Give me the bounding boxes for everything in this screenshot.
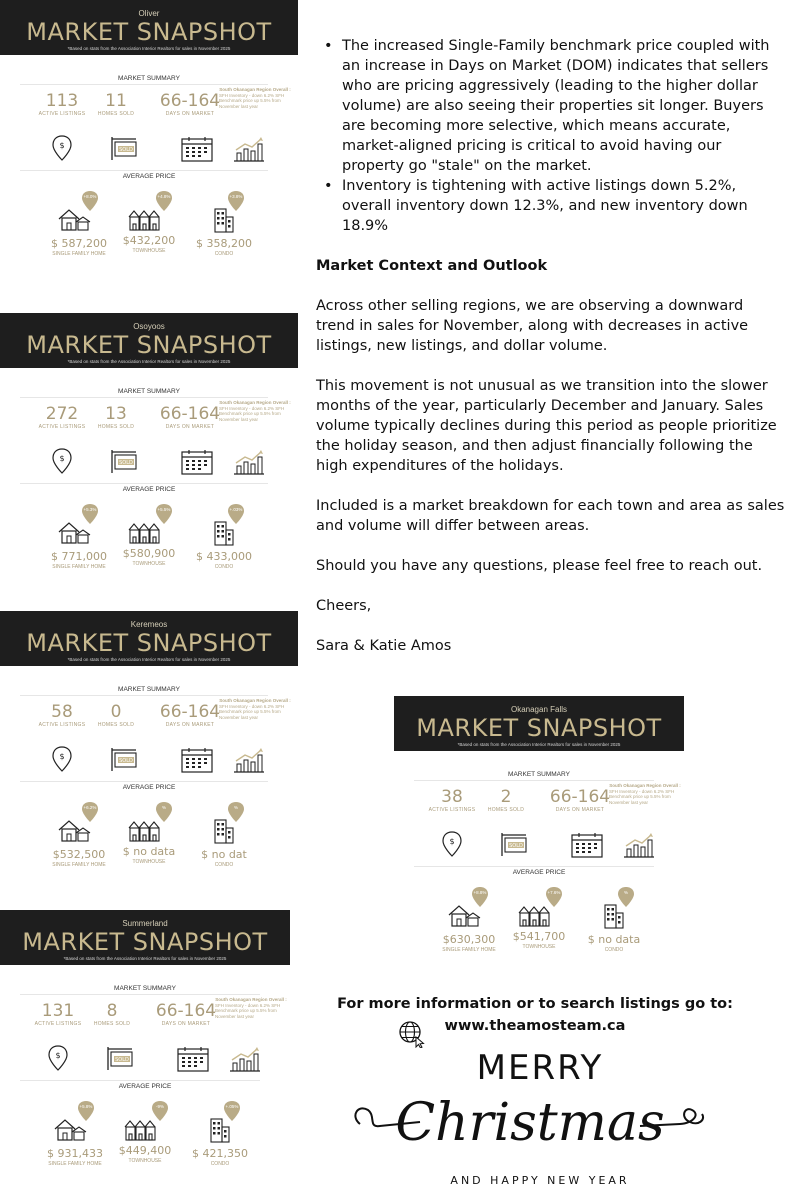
- days-on-market-value: 66-164: [155, 1001, 217, 1021]
- newsletter-text: [316, 36, 786, 656]
- average-price-title: AVERAGE PRICE: [122, 486, 176, 493]
- paragraph-breakdown: Included is a market breakdown for each town and area as sales and volume will differ between areas.: [316, 498, 785, 534]
- snapshot-title: MARKET SNAPSHOT: [22, 928, 268, 956]
- condo-change-value: %: [233, 805, 238, 810]
- townhouse-change-value: +7.6%: [547, 890, 561, 895]
- condo-change-badge: [223, 1100, 241, 1122]
- paragraph-season: This movement is not unusual as we transition into the slower months of the year, particularly December and January. Sales volume typically declines during this period as people prioritize the holiday season, and then adjust financially following the high expenditures of the holidays.: [316, 378, 777, 474]
- homes-sold-label: HOMES SOLD: [487, 807, 525, 813]
- region-summary: [219, 87, 291, 109]
- condo-price-value: $ 358,200: [196, 237, 252, 250]
- divider: [20, 397, 268, 398]
- christmas-script: [350, 1086, 710, 1158]
- condo-price: [184, 848, 264, 868]
- active-listings-value: 38: [441, 787, 463, 807]
- svg-text:$: $: [59, 141, 65, 150]
- average-price-title: AVERAGE PRICE: [118, 1083, 172, 1090]
- location-dollar-icon: [47, 1045, 69, 1071]
- region-summary: [219, 400, 291, 422]
- townhouse-price-label: TOWNHOUSE: [132, 248, 166, 254]
- days-on-market-stat: [150, 91, 230, 117]
- svg-text:SOLD: SOLD: [119, 460, 133, 466]
- condo-price: [184, 550, 264, 570]
- region-summary: [219, 698, 291, 720]
- condo-price: [180, 1147, 260, 1167]
- snapshot-header: [394, 696, 684, 751]
- footer-info: [330, 993, 740, 1037]
- snapshot-title: MARKET SNAPSHOT: [26, 18, 272, 46]
- snapshot-header: [0, 0, 298, 55]
- townhouse-price: [105, 1144, 185, 1164]
- sold-sign-icon: [499, 831, 529, 857]
- paragraph-cheers: Cheers,: [316, 598, 372, 614]
- average-price-title: AVERAGE PRICE: [122, 173, 176, 180]
- sfh-price-label: SINGLE FAMILY HOME: [52, 564, 106, 570]
- condo-price: [574, 933, 654, 953]
- townhouse-price-label: TOWNHOUSE: [128, 1158, 162, 1164]
- townhouse-price-label: TOWNHOUSE: [132, 859, 166, 865]
- town-name: Oliver: [138, 9, 160, 18]
- region-summary-body: SFH Inventory - down 6.2% SFH Benchmark price up 5.5% from November last year: [219, 703, 285, 720]
- region-summary-heading: South Okanagan Region Overall :: [609, 783, 681, 788]
- snapshot-header: [0, 611, 298, 666]
- homes-sold-label: HOMES SOLD: [97, 722, 135, 728]
- active-listings-value: 272: [45, 404, 79, 424]
- sfh-change-badge: [77, 1100, 95, 1122]
- active-listings-value: 113: [45, 91, 79, 111]
- townhouse-change-value: +4.8%: [157, 194, 171, 199]
- town-name: Osoyoos: [133, 322, 165, 331]
- svg-text:$: $: [55, 1051, 61, 1060]
- market-snapshot-card: [394, 696, 684, 966]
- active-listings-label: ACTIVE LISTINGS: [38, 424, 86, 430]
- location-dollar-icon: [51, 135, 73, 161]
- condo-change-value: +.05%: [225, 1104, 239, 1109]
- homes-sold-label: HOMES SOLD: [97, 111, 135, 117]
- homes-sold-value: 11: [105, 91, 127, 111]
- divider: [20, 781, 268, 782]
- growth-chart-icon: [229, 1046, 261, 1072]
- condo-price-label: CONDO: [214, 251, 234, 257]
- homes-sold-stat: [471, 787, 541, 813]
- condo-price-label: CONDO: [214, 564, 234, 570]
- region-summary: [609, 783, 681, 805]
- svg-text:SOLD: SOLD: [119, 758, 133, 764]
- active-listings-value: 131: [41, 1001, 75, 1021]
- condo-price-value: $ 421,350: [192, 1147, 248, 1160]
- location-dollar-icon: [441, 831, 463, 857]
- days-on-market-label: DAYS ON MARKET: [555, 807, 605, 813]
- sfh-change-value: +8.8%: [473, 890, 487, 895]
- sold-sign-icon: [109, 746, 139, 772]
- footer-info-text: For more information or to search listings go to:: [337, 996, 733, 1012]
- active-listings-label: ACTIVE LISTINGS: [34, 1021, 82, 1027]
- svg-text:SOLD: SOLD: [115, 1057, 129, 1063]
- market-summary-title: MARKET SUMMARY: [114, 985, 176, 992]
- calendar-icon: [571, 832, 603, 858]
- sfh-price-value: $630,300: [442, 933, 496, 946]
- townhouse-change-value: -9%: [155, 1104, 164, 1109]
- bullet-pricing: • The increased Single-Family benchmark price coupled with an increase in Days on Market (DOM) indicates that sellers who are pricing aggressively (leading to the higher dollar volume) are also seeing their properties sit longer. Buyers are becoming more selective, which means accurate, market-aligned pricing is critical to avoid having our property go "stale" on the market.: [316, 36, 786, 176]
- stats-footnote: *Based on stats from the Association Interior Realtors for sales in November 2025: [457, 742, 621, 747]
- sfh-change-value: +5.8%: [79, 1104, 93, 1109]
- market-snapshot-card: [0, 910, 290, 1195]
- sold-sign-icon: [109, 448, 139, 474]
- townhouse-price: [109, 547, 189, 567]
- townhouse-price-label: TOWNHOUSE: [522, 944, 556, 950]
- average-price-title: AVERAGE PRICE: [122, 784, 176, 791]
- days-on-market-label: DAYS ON MARKET: [165, 722, 215, 728]
- market-snapshot-card: [0, 313, 298, 598]
- condo-price-label: CONDO: [210, 1161, 230, 1167]
- condo-price-value: $ no data: [587, 933, 641, 946]
- days-on-market-value: 66-164: [159, 702, 221, 722]
- active-listings-label: ACTIVE LISTINGS: [428, 807, 476, 813]
- townhouse-change-badge: [155, 503, 173, 525]
- sfh-price-label: SINGLE FAMILY HOME: [48, 1161, 102, 1167]
- region-summary-body: SFH Inventory - down 6.2% SFH Benchmark price up 5.5% from November last year: [609, 788, 675, 805]
- new-year-text: AND HAPPY NEW YEAR: [450, 1174, 630, 1187]
- active-listings-value: 58: [51, 702, 73, 722]
- paragraph-signature: Sara & Katie Amos: [316, 638, 452, 654]
- townhouse-change-value: %: [161, 805, 166, 810]
- stats-footnote: *Based on stats from the Association Interior Realtors for sales in November 2025: [67, 46, 231, 51]
- townhouse-change-value: +5.5%: [157, 507, 171, 512]
- region-summary-heading: South Okanagan Region Overall :: [219, 400, 291, 405]
- condo-change-badge: [227, 801, 245, 823]
- growth-chart-icon: [233, 136, 265, 162]
- days-on-market-label: DAYS ON MARKET: [165, 111, 215, 117]
- calendar-icon: [181, 136, 213, 162]
- sfh-price-value: $ 771,000: [51, 550, 107, 563]
- divider: [20, 1080, 260, 1081]
- active-listings-label: ACTIVE LISTINGS: [38, 111, 86, 117]
- homes-sold-label: HOMES SOLD: [93, 1021, 131, 1027]
- paragraph-questions: Should you have any questions, please feel free to reach out.: [316, 558, 763, 574]
- condo-change-badge: [617, 886, 635, 908]
- calendar-icon: [181, 747, 213, 773]
- homes-sold-stat: [81, 404, 151, 430]
- sfh-price-value: $ 587,200: [51, 237, 107, 250]
- market-summary-title: MARKET SUMMARY: [508, 771, 570, 778]
- townhouse-price: [109, 845, 189, 865]
- sfh-change-badge: [81, 503, 99, 525]
- homes-sold-value: 2: [500, 787, 512, 807]
- divider: [20, 170, 268, 171]
- region-summary-body: SFH Inventory - down 6.2% SFH Benchmark price up 5.5% from November last year: [219, 405, 285, 422]
- townhouse-price-value: $580,900: [122, 547, 176, 560]
- snapshot-header: [0, 313, 298, 368]
- homes-sold-value: 8: [106, 1001, 118, 1021]
- sfh-price: [39, 237, 119, 257]
- condo-price-value: $ 433,000: [196, 550, 252, 563]
- merry-text: MERRY: [476, 1048, 604, 1088]
- homes-sold-value: 0: [110, 702, 122, 722]
- condo-change-value: %: [623, 890, 628, 895]
- sfh-price-label: SINGLE FAMILY HOME: [52, 251, 106, 257]
- market-summary-title: MARKET SUMMARY: [118, 388, 180, 395]
- sfh-change-badge: [81, 801, 99, 823]
- bullet-inventory: • Inventory is tightening with active listings down 5.2%, overall inventory down 12.3%, and new inventory down 18.9%: [316, 176, 786, 236]
- homes-sold-stat: [77, 1001, 147, 1027]
- condo-change-value: +.03%: [229, 507, 243, 512]
- days-on-market-label: DAYS ON MARKET: [165, 424, 215, 430]
- townhouse-price-value: $541,700: [512, 930, 566, 943]
- growth-chart-icon: [623, 832, 655, 858]
- days-on-market-value: 66-164: [549, 787, 611, 807]
- market-snapshot-card: [0, 611, 298, 896]
- condo-price: [184, 237, 264, 257]
- calendar-icon: [181, 449, 213, 475]
- homes-sold-value: 13: [105, 404, 127, 424]
- svg-text:SOLD: SOLD: [119, 147, 133, 153]
- location-dollar-icon: [51, 746, 73, 772]
- bullet-list: [316, 36, 786, 236]
- snapshot-header: [0, 910, 290, 965]
- svg-text:$: $: [59, 752, 65, 761]
- sfh-change-value: +5.3%: [83, 507, 97, 512]
- days-on-market-value: 66-164: [159, 404, 221, 424]
- growth-chart-icon: [233, 449, 265, 475]
- sold-sign-icon: [105, 1045, 135, 1071]
- townhouse-change-badge: [545, 886, 563, 908]
- townhouse-change-badge: [151, 1100, 169, 1122]
- town-name: Okanagan Falls: [510, 705, 568, 714]
- sfh-price-value: $ 931,433: [47, 1147, 103, 1160]
- region-summary-heading: South Okanagan Region Overall :: [215, 997, 287, 1002]
- christmas-text: Christmas: [395, 1093, 665, 1153]
- days-on-market-stat: [540, 787, 620, 813]
- globe-cursor-icon: [398, 1020, 426, 1052]
- townhouse-change-badge: [155, 190, 173, 212]
- sfh-price-label: SINGLE FAMILY HOME: [52, 862, 106, 868]
- townhouse-price-label: TOWNHOUSE: [132, 561, 166, 567]
- stats-footnote: *Based on stats from the Association Interior Realtors for sales in November 2025: [63, 956, 227, 961]
- region-summary: [215, 997, 287, 1019]
- divider: [414, 780, 654, 781]
- svg-text:$: $: [59, 454, 65, 463]
- divider: [20, 483, 268, 484]
- homes-sold-stat: [81, 702, 151, 728]
- condo-change-badge: [227, 503, 245, 525]
- region-summary-body: SFH Inventory - down 6.2% SFH Benchmark price up 5.5% from November last year: [219, 92, 285, 109]
- townhouse-price-value: $432,200: [122, 234, 176, 247]
- divider: [20, 994, 260, 995]
- days-on-market-label: DAYS ON MARKET: [161, 1021, 211, 1027]
- townhouse-price: [109, 234, 189, 254]
- days-on-market-stat: [150, 702, 230, 728]
- town-name: Keremeos: [130, 620, 168, 629]
- sfh-change-value: +6.2%: [83, 805, 97, 810]
- sfh-price: [429, 933, 509, 953]
- townhouse-price-value: $ no data: [122, 845, 176, 858]
- sfh-price: [39, 550, 119, 570]
- snapshot-title: MARKET SNAPSHOT: [416, 714, 662, 742]
- town-name: Summerland: [122, 919, 168, 928]
- average-price-title: AVERAGE PRICE: [512, 869, 566, 876]
- sfh-price-label: SINGLE FAMILY HOME: [442, 947, 496, 953]
- section-heading: Market Context and Outlook: [316, 258, 548, 274]
- snapshot-title: MARKET SNAPSHOT: [26, 331, 272, 359]
- active-listings-label: ACTIVE LISTINGS: [38, 722, 86, 728]
- stats-footnote: *Based on stats from the Association Interior Realtors for sales in November 2025: [67, 657, 231, 662]
- market-summary-title: MARKET SUMMARY: [118, 686, 180, 693]
- growth-chart-icon: [233, 747, 265, 773]
- sold-sign-icon: [109, 135, 139, 161]
- location-dollar-icon: [51, 448, 73, 474]
- homes-sold-stat: [81, 91, 151, 117]
- svg-text:SOLD: SOLD: [509, 843, 523, 849]
- condo-price-value: $ no dat: [201, 848, 247, 861]
- sfh-change-badge: [471, 886, 489, 908]
- snapshot-title: MARKET SNAPSHOT: [26, 629, 272, 657]
- condo-change-badge: [227, 190, 245, 212]
- stats-footnote: *Based on stats from the Association Interior Realtors for sales in November 2025: [67, 359, 231, 364]
- condo-price-label: CONDO: [214, 862, 234, 868]
- sfh-price-value: $532,500: [52, 848, 106, 861]
- website-link[interactable]: www.theamosteam.ca: [444, 1018, 626, 1034]
- condo-change-value: +3.8%: [229, 194, 243, 199]
- sfh-change-badge: [81, 190, 99, 212]
- divider: [414, 866, 654, 867]
- days-on-market-value: 66-164: [159, 91, 221, 111]
- calendar-icon: [177, 1046, 209, 1072]
- divider: [20, 84, 268, 85]
- paragraph-trend: Across other selling regions, we are observing a downward trend in sales for November, along with decreases in active listings, new listings, and dollar volume.: [316, 298, 749, 354]
- townhouse-change-badge: [155, 801, 173, 823]
- sfh-change-value: +8.0%: [83, 194, 97, 199]
- region-summary-body: SFH Inventory - down 6.2% SFH Benchmark price up 5.5% from November last year: [215, 1002, 281, 1019]
- sfh-price: [39, 848, 119, 868]
- sfh-price: [35, 1147, 115, 1167]
- days-on-market-stat: [146, 1001, 226, 1027]
- market-snapshot-card: [0, 0, 298, 298]
- region-summary-heading: South Okanagan Region Overall :: [219, 698, 291, 703]
- days-on-market-stat: [150, 404, 230, 430]
- condo-price-label: CONDO: [604, 947, 624, 953]
- divider: [20, 695, 268, 696]
- townhouse-price-value: $449,400: [118, 1144, 172, 1157]
- region-summary-heading: South Okanagan Region Overall :: [219, 87, 291, 92]
- svg-text:$: $: [449, 837, 455, 846]
- homes-sold-label: HOMES SOLD: [97, 424, 135, 430]
- townhouse-price: [499, 930, 579, 950]
- market-summary-title: MARKET SUMMARY: [118, 75, 180, 82]
